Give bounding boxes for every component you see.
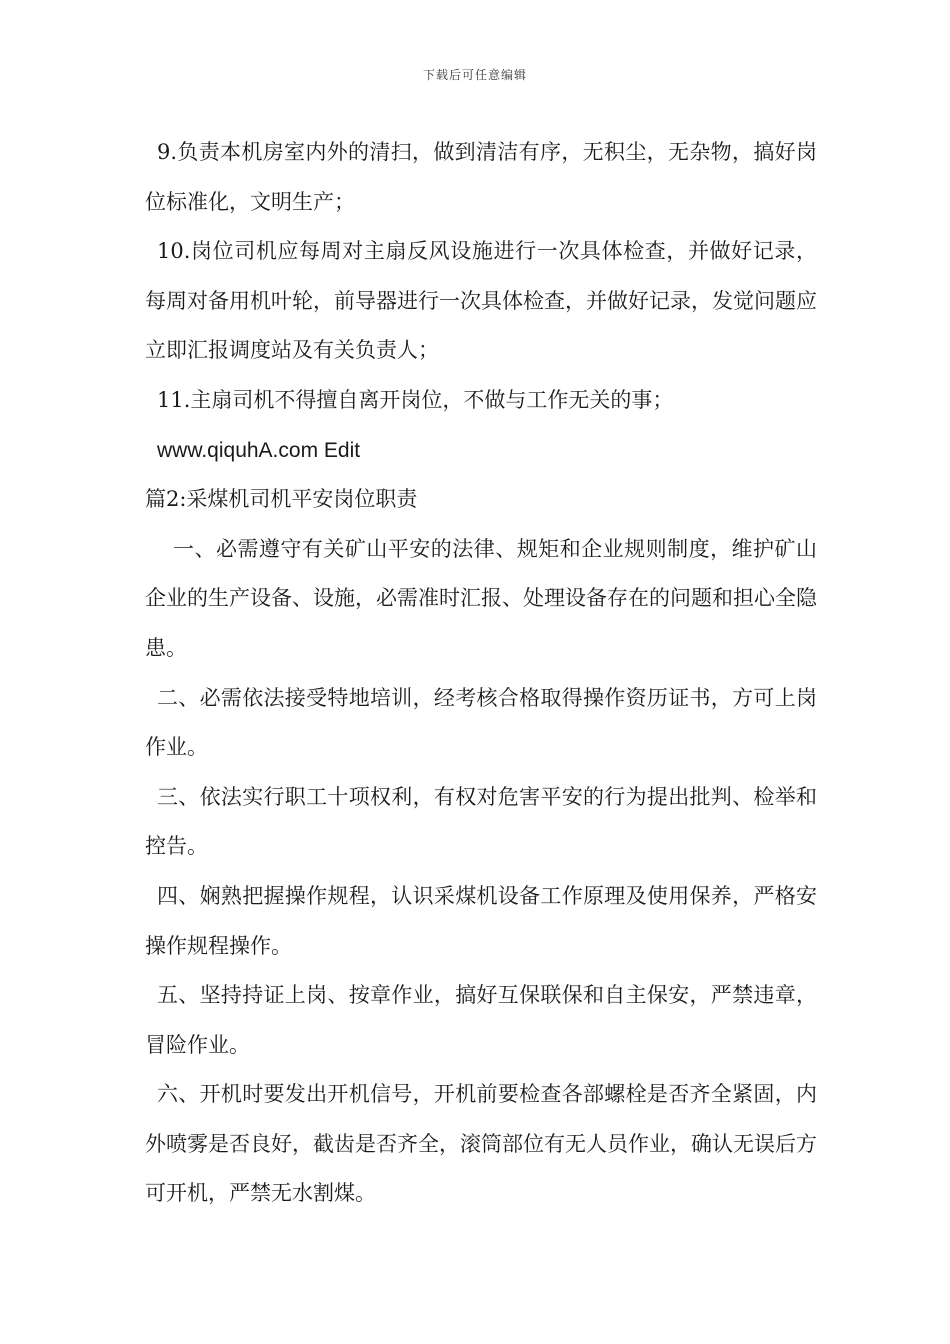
paragraph-duty-3: 三、依法实行职工十项权利，有权对危害平安的行为提出批判、检举和控告。: [145, 784, 817, 859]
watermark-link-text: www.qiquhA.com Edit: [157, 438, 361, 462]
paragraph-duty-6: 六、开机时要发出开机信号，开机前要检查各部螺栓是否齐全紧固，内外喷雾是否良好，截齿是否齐全，滚筒部位有无人员作业，确认无误后方可开机，严禁无水割煤。: [145, 1082, 817, 1206]
document-body: [145, 128, 817, 1219]
paragraph-item-9: 9.负责本机房室内外的清扫，做到清洁有序，无积尘，无杂物，搞好岗位标准化，文明生产；: [145, 140, 817, 214]
paragraph-duty-1: 一、必需遵守有关矿山平安的法律、规矩和企业规则制度，维护矿山企业的生产设备、设施，必需准时汇报、处理设备存在的问题和担心全隐患。: [145, 536, 817, 660]
paragraph-item-11: 11.主扇司机不得擅自离开岗位，不做与工作无关的事；: [157, 387, 674, 412]
section-heading: 篇2:采煤机司机平安岗位职责: [145, 487, 418, 512]
paragraph-duty-4: 四、娴熟把握操作规程，认识采煤机设备工作原理及使用保养，严格安操作规程操作。: [145, 883, 817, 958]
paragraph-item-10: 10.岗位司机应每周对主扇反风设施进行一次具体检查，并做好记录，每周对备用机叶轮，前导器进行一次具体检查，并做好记录，发觉问题应立即汇报调度站及有关负责人；: [145, 239, 817, 363]
paragraph-duty-2: 二、必需依法接受特地培训，经考核合格取得操作资历证书，方可上岗作业。: [145, 685, 817, 760]
paragraph-duty-5: 五、坚持持证上岗、按章作业，搞好互保联保和自主保安，严禁违章，冒险作业。: [145, 983, 817, 1057]
header-note: 下载后可任意编辑: [422, 68, 527, 82]
